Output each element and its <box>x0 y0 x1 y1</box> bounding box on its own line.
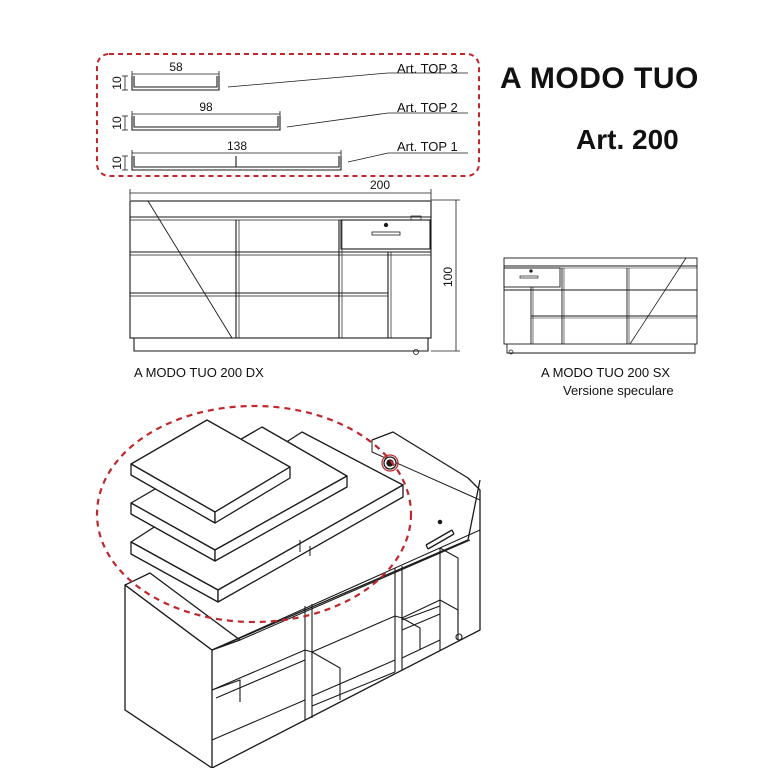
front-view-dx <box>130 189 460 355</box>
front-width-dim: 200 <box>369 178 391 192</box>
top-1-width-dim: 138 <box>226 139 248 153</box>
top-2-label: Art. TOP 2 <box>397 100 458 115</box>
front-view-dimensions <box>370 178 455 287</box>
top-2-height-dim: 10 <box>110 116 124 130</box>
front-view-caption: A MODO TUO 200 DX <box>134 365 264 380</box>
top-3-label: Art. TOP 3 <box>397 61 458 76</box>
front-height-dim: 100 <box>441 266 455 288</box>
mirror-view-caption: A MODO TUO 200 SX <box>541 365 671 380</box>
iso-drawer-handle <box>426 530 454 549</box>
brand-title: A MODO TUO <box>500 62 699 95</box>
top-1-label: Art. TOP 1 <box>397 139 458 154</box>
top-1-height-dim: 10 <box>110 156 124 170</box>
front-cabinet-outline <box>130 201 431 338</box>
isometric-view <box>97 406 480 768</box>
top-3-width-dim: 58 <box>169 60 183 74</box>
mirror-view-subcaption: Versione speculare <box>563 383 674 398</box>
top-3-height-dim: 10 <box>110 76 124 90</box>
top-1-leader <box>348 153 468 162</box>
top-2-leader <box>287 113 468 127</box>
top-2-width-dim: 98 <box>199 100 213 114</box>
model-title: Art. 200 <box>576 124 679 155</box>
top-1-profile <box>122 150 341 170</box>
tops-labels <box>397 61 458 154</box>
mirror-view-sx <box>504 258 697 354</box>
